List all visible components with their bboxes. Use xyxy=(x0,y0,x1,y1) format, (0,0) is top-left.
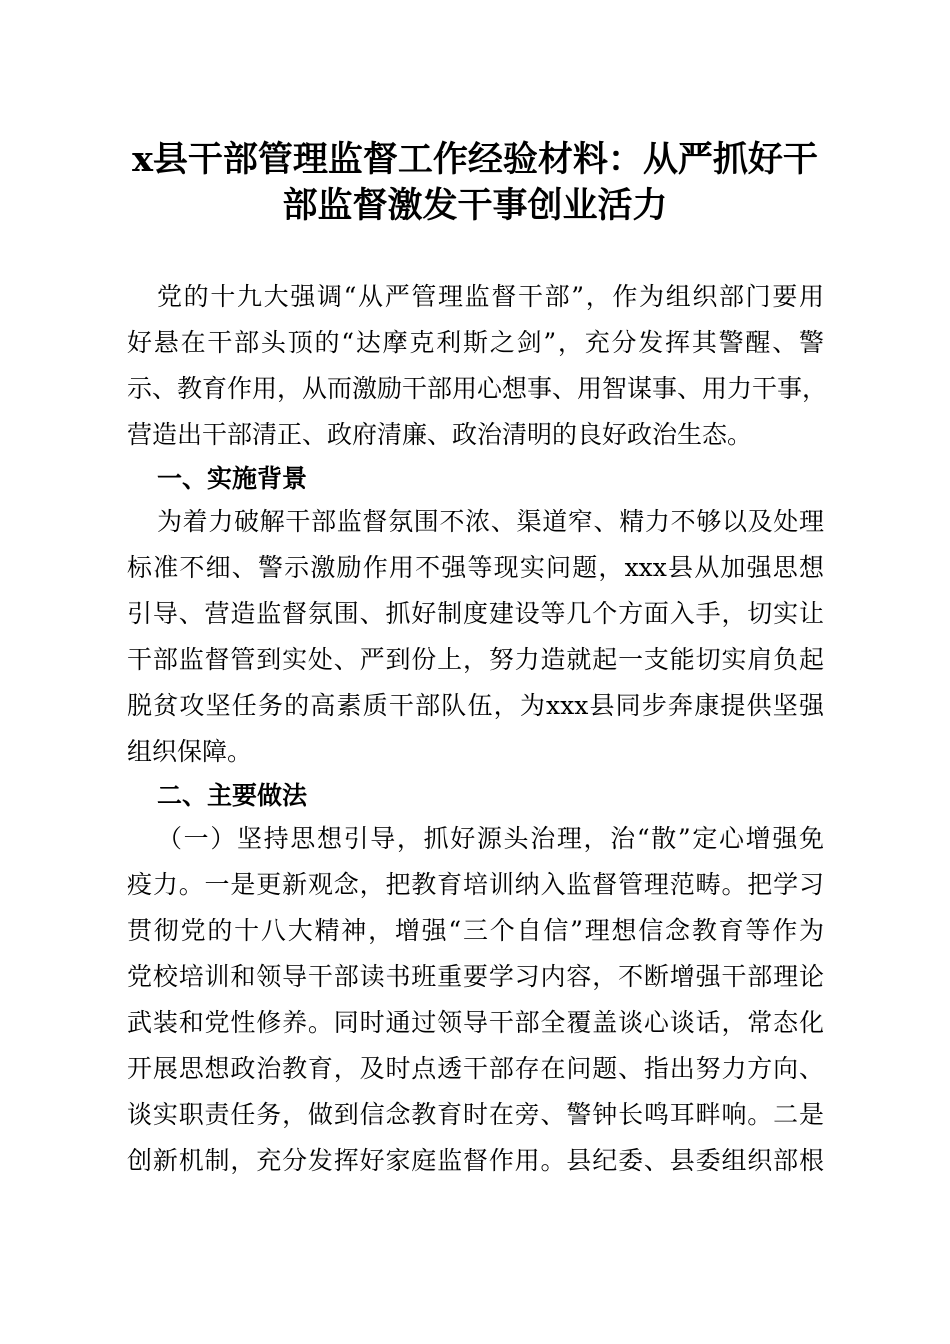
document-title xyxy=(0,137,950,229)
background-paragraph xyxy=(127,499,824,775)
text-line: 创新机制，充分发挥好家庭监督作用。县纪委、县委组织部根 xyxy=(127,1146,824,1175)
text-line: 开展思想政治教育，及时点透干部存在问题、指出努力方向、 xyxy=(127,1054,824,1083)
text-line: 好悬在干部头顶的“达摩克利斯之剑”，充分发挥其警醒、警 xyxy=(127,328,824,357)
title-line-2: 部监督激发干事创业活力 xyxy=(282,185,668,226)
practices-paragraph xyxy=(127,816,824,1184)
section-heading-practices: 二、主要做法 xyxy=(157,781,308,810)
text-line: 脱贫攻坚任务的高素质干部队伍，为xxx县同步奔康提供坚强 xyxy=(127,691,824,720)
text-line: （一）坚持思想引导，抓好源头治理，治“散”定心增强免 xyxy=(157,824,824,853)
document-body xyxy=(127,274,828,1184)
text-line: 示、教育作用，从而激励干部用心想事、用智谋事、用力干事， xyxy=(127,374,828,403)
title-line-1: x县干部管理监督工作经验材料：从严抓好干 xyxy=(132,139,818,180)
text-line: 党的十九大强调“从严管理监督干部”，作为组织部门要用 xyxy=(157,282,824,311)
text-line: 武装和党性修养。同时通过领导干部全覆盖谈心谈话，常态化 xyxy=(127,1008,824,1037)
text-line: 营造出干部清正、政府清廉、政治清明的良好政治生态。 xyxy=(127,420,753,449)
text-line: 引导、营造监督氛围、抓好制度建设等几个方面入手，切实让 xyxy=(127,599,824,628)
text-line: 标准不细、警示激励作用不强等现实问题，xxx县从加强思想 xyxy=(127,553,824,582)
text-line: 党校培训和领导干部读书班重要学习内容，不断增强干部理论 xyxy=(127,962,824,991)
text-line: 疫力。一是更新观念，把教育培训纳入监督管理范畴。把学习 xyxy=(127,870,824,899)
text-line: 干部监督管到实处、严到份上，努力造就起一支能切实肩负起 xyxy=(127,645,824,674)
text-line: 组织保障。 xyxy=(127,737,253,766)
section-heading-background: 一、实施背景 xyxy=(157,464,308,493)
text-line: 为着力破解干部监督氛围不浓、渠道窄、精力不够以及处理 xyxy=(157,507,824,536)
intro-paragraph xyxy=(127,274,828,458)
text-line: 谈实职责任务，做到信念教育时在旁、警钟长鸣耳畔响。二是 xyxy=(127,1100,824,1129)
text-line: 贯彻党的十八大精神，增强“三个自信”理想信念教育等作为 xyxy=(127,916,824,945)
